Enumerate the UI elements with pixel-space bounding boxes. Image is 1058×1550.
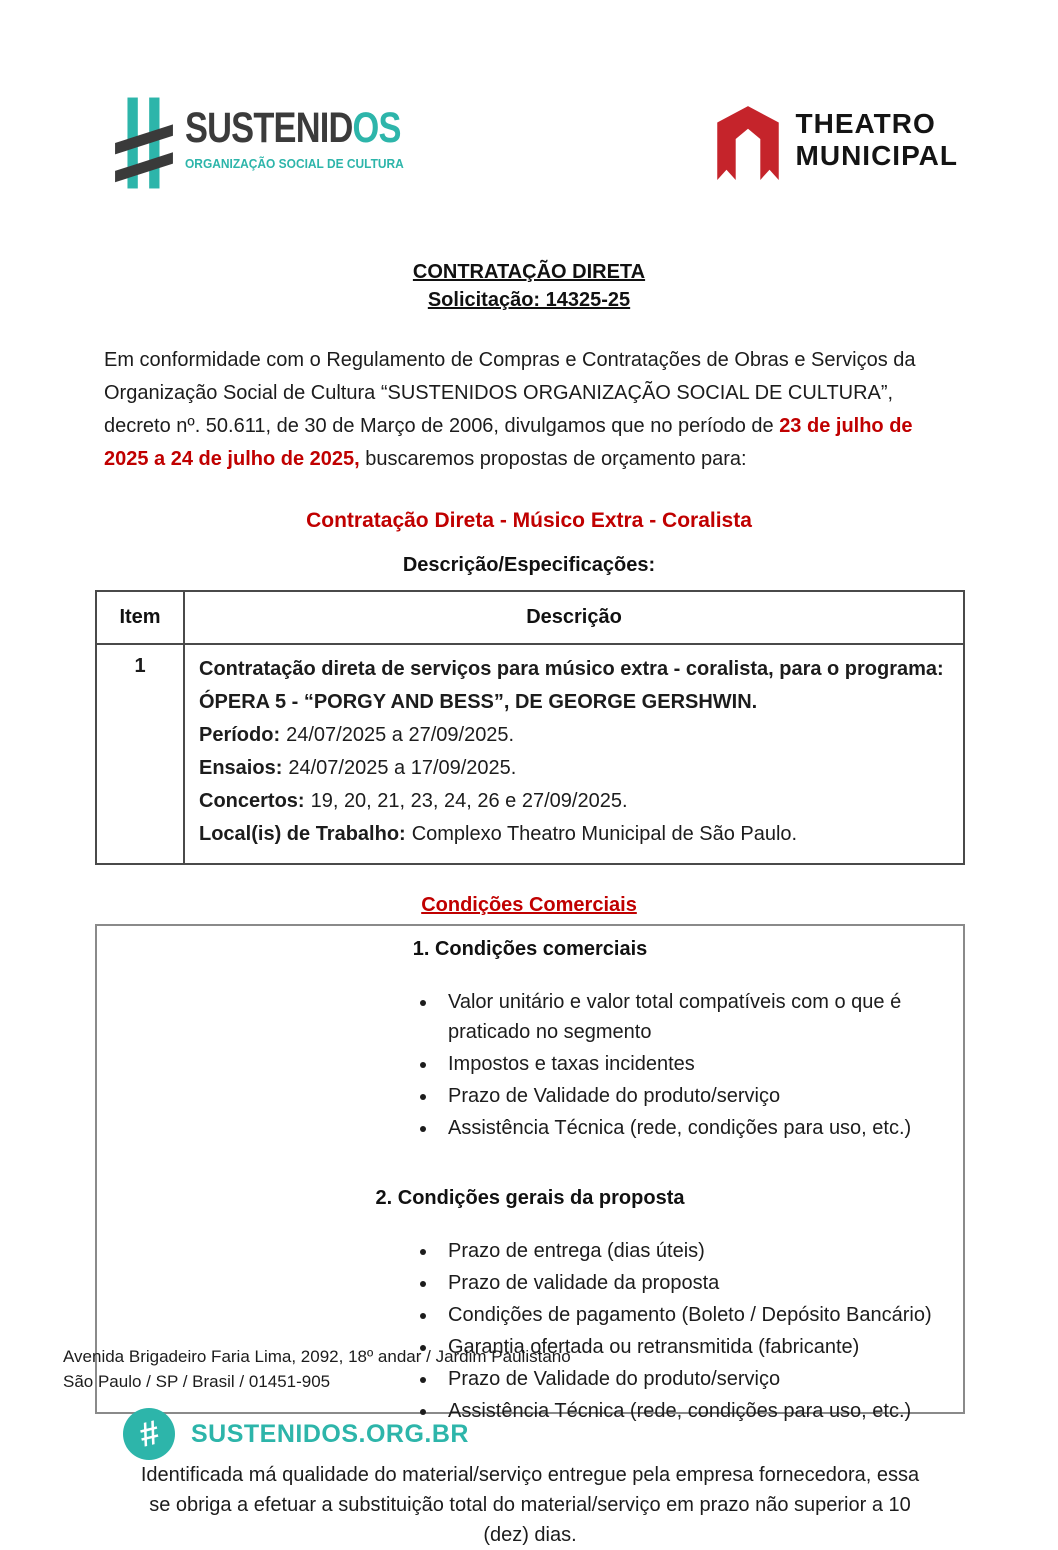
list-item: • Prazo de Validade do produto/serviço	[438, 1081, 943, 1111]
list-item: • Impostos e taxas incidentes	[438, 1049, 943, 1079]
field-label: Período:	[199, 724, 281, 746]
spec-table	[95, 590, 965, 865]
spec-table-header-descricao: Descrição	[184, 591, 964, 644]
title-block	[0, 258, 1058, 314]
spec-heading: Descrição/Especificações:	[402, 554, 656, 576]
list-item: • Assistência Técnica (rede, condições para uso, etc.)	[438, 1113, 943, 1143]
request-number: Solicitação: 14325-25	[427, 289, 631, 311]
table-row	[96, 644, 964, 864]
item-description-title: Contratação direta de serviços para músico extra - coralista, para o programa: ÓPERA 5 - “PORGY AND BESS”, DE GEORGE GERSHWIN.	[199, 658, 944, 713]
field-value: 24/07/2025 a 27/09/2025.	[286, 724, 515, 746]
intro-part1: Em conformidade com o Regulamento de Compras e Contratações de Obras e Serviços da Organização Social de Cultura “SUSTENIDOS ORGANIZAÇÃO SOCIAL DE CULTURA”, decreto nº. 50.611, de 30 de Março de 2006, divulgamos que no período de	[104, 349, 916, 437]
commercial-conditions-heading: Condições Comerciais	[421, 894, 637, 916]
intro-paragraph	[104, 344, 958, 476]
sustenidos-hash-icon	[113, 95, 175, 196]
subject-heading: Contratação Direta - Músico Extra - Coralista	[306, 509, 752, 532]
field-periodo	[199, 719, 949, 752]
theatro-logo-text	[796, 100, 958, 172]
field-value: Complexo Theatro Municipal de São Paulo.	[411, 823, 798, 845]
footer-address-line2: São Paulo / SP / Brasil / 01451-905	[63, 1372, 331, 1391]
sustenidos-hash-circle-icon: #	[123, 1408, 175, 1460]
field-label: Local(is) de Trabalho:	[199, 823, 406, 845]
theatro-municipal-logo	[714, 100, 958, 187]
field-label: Ensaios:	[199, 757, 283, 779]
sustenidos-logo	[113, 95, 455, 196]
field-local-trabalho	[199, 818, 949, 851]
theatro-line1: THEATRO	[795, 108, 936, 139]
section2-title: 2. Condições gerais da proposta	[375, 1187, 685, 1209]
list-item: • Condições de pagamento (Boleto / Depósito Bancário)	[438, 1300, 943, 1330]
section1-list	[413, 987, 943, 1143]
field-value: 24/07/2025 a 17/09/2025.	[288, 757, 517, 779]
sustenidos-tagline: ORGANIZAÇÃO SOCIAL DE CULTURA	[185, 156, 404, 171]
list-item: • Prazo de Validade do produto/serviço	[438, 1364, 943, 1394]
list-item: • Valor unitário e valor total compatíveis com o que é praticado no segmento	[438, 987, 943, 1047]
list-item: • Prazo de entrega (dias úteis)	[438, 1236, 943, 1266]
header	[0, 0, 1058, 196]
list-item: • Assistência Técnica (rede, condições para uso, etc.)	[438, 1396, 943, 1426]
footer	[63, 1344, 571, 1460]
sustenidos-wordmark: SUSTENIDOS	[185, 104, 401, 152]
field-value: 19, 20, 21, 23, 24, 26 e 27/09/2025.	[310, 790, 628, 812]
field-concertos	[199, 785, 949, 818]
item-number: 1	[96, 644, 184, 864]
list-item: • Prazo de validade da proposta	[438, 1268, 943, 1298]
spec-table-header-item: Item	[96, 591, 184, 644]
footer-website: SUSTENIDOS.ORG.BR	[191, 1419, 469, 1448]
list-item: • Garantia ofertada ou retransmitida (fabricante)	[438, 1332, 943, 1362]
footer-logo	[123, 1408, 571, 1460]
field-label: Concertos:	[199, 790, 305, 812]
section1-title: 1. Condições comerciais	[412, 938, 648, 960]
intro-date-range: 23 de julho de 2025 a 24 de julho de 2025,	[104, 415, 913, 470]
intro-part2: buscaremos propostas de orçamento para:	[359, 448, 747, 470]
item-description	[184, 644, 964, 864]
quality-note: Identificada má qualidade do material/serviço entregue pela empresa fornecedora, essa se obriga a efetuar a substituição total do material/serviço em prazo não superior a 10 (dez) dias.	[140, 1464, 920, 1546]
field-ensaios	[199, 752, 949, 785]
sustenidos-logo-text	[185, 95, 455, 173]
theatro-line2: MUNICIPAL	[795, 140, 958, 172]
document-title: CONTRATAÇÃO DIRETA	[412, 261, 646, 283]
theatro-arch-icon	[714, 100, 782, 187]
footer-address-line1: Avenida Brigadeiro Faria Lima, 2092, 18º andar / Jardim Paulistano	[63, 1347, 571, 1366]
spec-table-header-row	[96, 591, 964, 644]
